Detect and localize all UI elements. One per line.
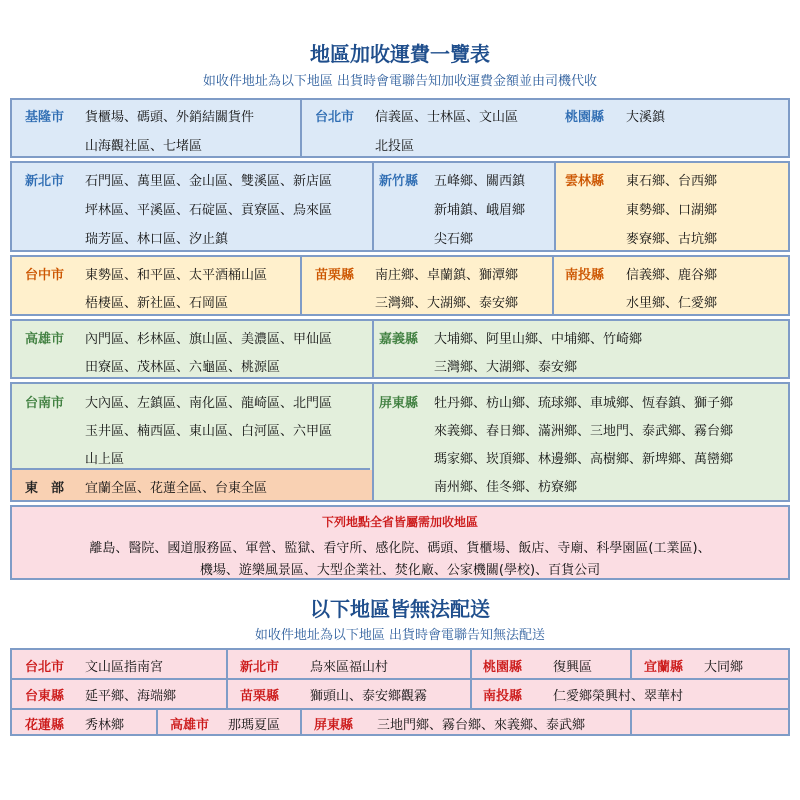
region-name: 新竹縣: [379, 174, 419, 189]
region-block-new-taipei: [12, 163, 372, 250]
region-areas: 牡丹鄉、枋山鄉、琉球鄉、車城鄉、恆春鎮、獅子鄉: [434, 396, 734, 411]
region-name: 東 部: [25, 481, 65, 496]
region-areas: 大埔鄉、阿里山鄉、中埔鄉、竹崎鄉: [434, 332, 643, 347]
no-delivery-cell: [228, 650, 470, 678]
region-name: 南投縣: [565, 268, 605, 283]
no-delivery-cell: [228, 680, 470, 708]
page-title: 地區加收運費一覽表: [310, 42, 490, 66]
region-block-east: [12, 470, 372, 500]
region-block-keelung: [12, 100, 300, 156]
region-areas: 來義鄉、春日鄉、滿洲鄉、三地門、泰武鄉、霧台鄉: [434, 424, 734, 439]
region-name: 台南市: [25, 396, 65, 411]
region-areas: 三灣鄉、大湖鄉、泰安鄉: [434, 360, 578, 375]
region-areas: 宜蘭全區、花蓮全區、台東全區: [85, 481, 268, 496]
region-areas: 尖石鄉: [434, 232, 474, 247]
region-name: 南投縣: [483, 689, 523, 704]
no-delivery-cell: [472, 650, 630, 678]
region-name: 台中市: [25, 268, 65, 283]
region-block-tainan: [12, 384, 372, 468]
no-delivery-cell: [12, 710, 156, 736]
region-name: 屏東縣: [314, 718, 354, 733]
region-areas: 烏來區福山村: [310, 660, 389, 675]
region-areas: 復興區: [553, 660, 593, 675]
region-areas: 三灣鄉、大湖鄉、泰安鄉: [375, 296, 519, 311]
region-block-taipei: [302, 100, 552, 156]
region-name: 屏東縣: [379, 396, 419, 411]
surcharge-row-3: [10, 255, 790, 316]
region-block-taichung: [12, 257, 300, 314]
region-name: 嘉義縣: [379, 332, 419, 347]
region-areas: 東勢區、和平區、太平酒桶山區: [85, 268, 268, 283]
region-block-kaohsiung: [12, 321, 372, 377]
no-delivery-table: [10, 648, 790, 736]
region-areas: 信義區、士林區、文山區: [375, 110, 519, 125]
region-name: 花蓮縣: [25, 718, 65, 733]
region-areas: 仁愛鄉榮興村、翠華村: [553, 689, 684, 704]
region-areas: 大內區、左鎮區、南化區、龍崎區、北門區: [85, 396, 333, 411]
region-areas: 大同鄉: [704, 660, 744, 675]
region-areas: 那瑪夏區: [228, 718, 281, 733]
surcharge-row-4: [10, 319, 790, 379]
no-delivery-cell: [158, 710, 300, 736]
region-block-nantou: [554, 257, 788, 314]
region-areas: 北投區: [375, 139, 415, 154]
region-block-pingtung: [374, 384, 788, 500]
region-areas: 南州鄉、佳冬鄉、枋寮鄉: [434, 480, 578, 495]
region-name: 桃園縣: [483, 660, 523, 675]
region-block-yunlin: [556, 163, 788, 250]
region-name: 基隆市: [25, 110, 65, 125]
region-areas: 文山區指南宮: [85, 660, 164, 675]
region-areas: 大溪鎮: [626, 110, 666, 125]
no-delivery-cell: [632, 650, 788, 678]
region-areas: 內門區、杉林區、旗山區、美濃區、甲仙區: [85, 332, 333, 347]
nationwide-surcharge-note: [10, 505, 790, 580]
surcharge-row-5: [10, 382, 790, 502]
region-areas: 延平鄉、海端鄉: [85, 689, 177, 704]
region-areas: 秀林鄉: [85, 718, 125, 733]
region-name: 雲林縣: [565, 174, 605, 189]
no-delivery-cell: [12, 680, 226, 708]
region-areas: 山海觀社區、七堵區: [85, 139, 203, 154]
region-areas: 田寮區、茂林區、六龜區、桃源區: [85, 360, 281, 375]
region-areas: 玉井區、楠西區、東山區、白河區、六甲區: [85, 424, 333, 439]
no-delivery-cell: [302, 710, 630, 736]
region-areas: 石門區、萬里區、金山區、雙溪區、新店區: [85, 174, 333, 189]
no-delivery-cell: [472, 680, 788, 708]
region-areas: 南庄鄉、卓蘭鎮、獅潭鄉: [375, 268, 519, 283]
region-areas: 水里鄉、仁愛鄉: [626, 296, 718, 311]
region-areas: 瑪家鄉、崁頂鄉、林邊鄉、高樹鄉、新埤鄉、萬巒鄉: [434, 452, 734, 467]
surcharge-row-1: [10, 98, 790, 158]
region-areas: 五峰鄉、關西鎮: [434, 174, 526, 189]
region-areas: 梧棲區、新社區、石岡區: [85, 296, 229, 311]
region-areas: 信義鄉、鹿谷鄉: [626, 268, 718, 283]
region-areas: 東勢鄉、口湖鄉: [626, 203, 718, 218]
page-subtitle: 如收件地址為以下地區 出貨時會電聯告知加收運費金額並由司機代收: [202, 74, 598, 89]
region-name: 桃園縣: [565, 110, 605, 125]
region-name: 高雄市: [170, 718, 210, 733]
no-delivery-title: 以下地區皆無法配送: [310, 597, 490, 621]
region-name: 台北市: [25, 660, 65, 675]
region-areas: 新埔鎮、峨眉鄉: [434, 203, 526, 218]
region-name: 新北市: [240, 660, 280, 675]
note-line: 機場、遊樂風景區、大型企業社、焚化廠、公家機關(學校)、百貨公司: [199, 563, 601, 578]
region-block-chiayi: [374, 321, 788, 377]
region-name: 宜蘭縣: [644, 660, 684, 675]
region-areas: 獅頭山、泰安鄉觀霧: [310, 689, 428, 704]
region-name: 新北市: [25, 174, 65, 189]
region-areas: 東石鄉、台西鄉: [626, 174, 718, 189]
no-delivery-cell: [12, 650, 226, 678]
note-title: 下列地點全省皆屬需加收地區: [321, 515, 478, 529]
region-name: 苗栗縣: [315, 268, 355, 283]
region-areas: 瑞芳區、林口區、汐止鎮: [85, 232, 229, 247]
region-block-miaoli: [302, 257, 552, 314]
no-delivery-subtitle: 如收件地址為以下地區 出貨時會電聯告知無法配送: [254, 628, 546, 643]
region-name: 高雄市: [25, 332, 65, 347]
surcharge-row-2: [10, 161, 790, 252]
region-areas: 山上區: [85, 452, 125, 467]
region-areas: 三地門鄉、霧台鄉、來義鄉、泰武鄉: [377, 718, 586, 733]
divider: [630, 710, 632, 734]
region-areas: 坪林區、平溪區、石碇區、貢寮區、烏來區: [85, 203, 333, 218]
region-block-hsinchu: [374, 163, 554, 250]
region-areas: 貨櫃場、碼頭、外銷結關貨件: [85, 110, 255, 125]
region-areas: 麥寮鄉、古坑鄉: [626, 232, 718, 247]
note-line: 離島、醫院、國道服務區、軍營、監獄、看守所、感化院、碼頭、貨櫃場、飯店、寺廟、科學園區(工業區)、: [89, 541, 711, 556]
region-name: 台北市: [315, 110, 355, 125]
region-block-taoyuan: [552, 100, 788, 156]
region-name: 台東縣: [25, 689, 65, 704]
region-name: 苗栗縣: [240, 689, 280, 704]
